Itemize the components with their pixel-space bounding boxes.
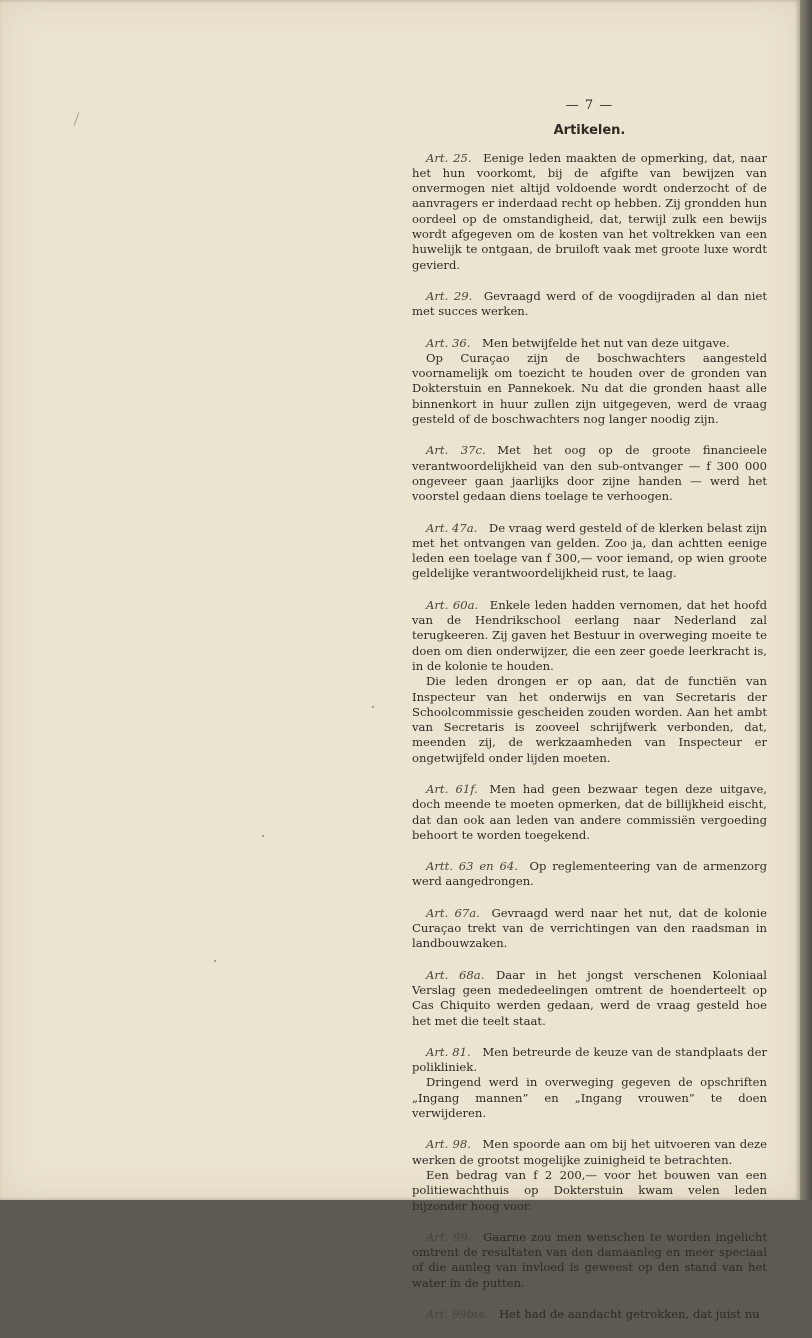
article-text: Gevraagd werd of de voogdijraden al dan niet met succes werken. xyxy=(412,288,767,319)
article-text: Eenige leden maakten de opmerking, dat, naar het hun voorkomt, bij de afgifte van bewijzen van onvermogen niet altijd voldoende wordt onderzocht of de aanvragers er inderdaad recht op hebben. Zij grondden hun oordeel op de omstandigheid, dat, terwijl zulk een bewijs wordt afgegeven om de kosten van het voltrekken van een huwelijk te ontgaan, de bruiloft vaak met groote luxe wordt gevierd. xyxy=(412,150,767,272)
article-reference: Art. 81. xyxy=(426,1044,471,1059)
article-text: Men had geen bezwaar tegen deze uitgave, doch meende te moeten opmerken, dat de billijkheid eischt, dat dan ook aan leden van andere commissiën vergoeding behoort te worden toegekend. xyxy=(412,781,767,842)
article-block xyxy=(412,906,767,952)
article-reference: Art. 99. xyxy=(426,1229,472,1244)
article-reference: Art. 29. xyxy=(426,288,473,303)
article-paragraph xyxy=(412,521,767,582)
article-text: Daar in het jongst verschenen Koloniaal Verslag geen mededeelingen omtrent de hoenderteelt op Cas Chiquito werden gedaan, werd de vraag gesteld hoe het met die teelt staat. xyxy=(412,967,767,1028)
article-text: Dringend werd in overweging gegeven de opschriften „Ingang mannen” en „Ingang vrouwen” te doen verwijderen. xyxy=(412,1075,767,1121)
article-paragraph xyxy=(412,1045,767,1076)
article-paragraph xyxy=(412,968,767,1029)
article-block xyxy=(412,1230,767,1291)
article-text: Op reglementeering van de armenzorg werd aangedrongen. xyxy=(412,859,767,889)
article-text: Het had de aandacht getrokken, dat juist nu xyxy=(499,1307,760,1321)
article-reference: Art. 98. xyxy=(426,1137,471,1152)
article-block xyxy=(412,1045,767,1121)
article-block xyxy=(412,782,767,843)
article-paragraph xyxy=(412,906,767,952)
article-text: Men betreurde de keuze van de standplaats der polikliniek. xyxy=(412,1044,767,1075)
article-paragraph xyxy=(412,151,767,273)
article-paragraph xyxy=(412,289,767,320)
paper-speck xyxy=(372,706,374,708)
article-block xyxy=(412,289,767,320)
article-paragraph xyxy=(412,443,767,504)
article-text: Men betwijfelde het nut van deze uitgave. xyxy=(481,335,730,350)
article-paragraph xyxy=(412,1230,767,1291)
article-text: Met het oog op de groote financieele verantwoordelijkheid van den sub-ontvanger — f 300 000 ongeveer gaan jaarlijks door zijne handen — werd het voorstel gedaan diens toelage te verhoogen. xyxy=(412,443,767,504)
article-block xyxy=(412,1137,767,1213)
article-text: Gaarne zou men wenschen te worden ingelicht omtrent de resultaten van den damaanleg en meer speciaal of die aanleg van invloed is geweest op den stand van het water in de putten. xyxy=(412,1229,767,1290)
article-reference: Art. 61f. xyxy=(426,781,478,796)
paper-mark xyxy=(74,112,80,125)
section-heading: Artikelen. xyxy=(553,123,626,139)
articles-list xyxy=(412,151,767,1323)
article-paragraph xyxy=(412,598,767,674)
article-text: Op Curaçao zijn de boschwachters aangesteld voornamelijk om toezicht te houden over de gronden van Dokterstuin en Pannekoek. Nu dat die gronden haast alle binnenkort in huur zullen zijn uitgegeven, werd de vraag gesteld of de boschwachters nog langer noodig zijn. xyxy=(412,350,767,427)
article-reference: Artt. 63 en 64. xyxy=(426,859,518,874)
article-text: Men spoorde aan om bij het uitvoeren van deze werken de grootst mogelijke zuinigheid te betrachten. xyxy=(412,1137,767,1167)
article-text: Een bedrag van f 2 200,— voor het bouwen van een politiewachthuis op Dokterstuin kwam velen leden bijzonder hoog voor. xyxy=(412,1167,767,1213)
article-text: Enkele leden hadden vernomen, dat het hoofd van de Hendrikschool eerlang naar Nederland zal terugkeeren. Zij gaven het Bestuur in overweging moeite te doen om dien onderwijzer, die een zeer goede leerkracht is, in de kolonie te houden. xyxy=(412,597,767,673)
article-block xyxy=(412,151,767,273)
article-text: De vraag werd gesteld of de klerken belast zijn met het ontvangen van gelden. Zoo ja, dan achtten eenige leden een toelage van f 300,— voor iemand, op wien groote geldelijke verantwoordelijkheid rust, te laag. xyxy=(412,520,768,581)
article-paragraph xyxy=(412,336,767,351)
article-block xyxy=(412,1307,767,1322)
page-edge-shadow xyxy=(800,0,812,1200)
page-number: — 7 — xyxy=(565,98,614,113)
article-paragraph xyxy=(412,1307,767,1322)
article-reference: Art. 47a. xyxy=(426,520,478,535)
article-paragraph xyxy=(412,1137,767,1168)
article-reference: Art. 68a. xyxy=(426,967,485,982)
article-paragraph xyxy=(412,782,767,843)
article-paragraph xyxy=(412,859,767,890)
article-block xyxy=(412,968,767,1029)
article-block xyxy=(412,443,767,504)
article-reference: Art. 67a. xyxy=(426,905,480,920)
article-block xyxy=(412,336,767,428)
paper-speck xyxy=(262,835,264,837)
article-reference: Art. 37c. xyxy=(426,443,486,458)
article-reference: Art. 99bis. xyxy=(426,1307,488,1321)
article-text: Die leden drongen er op aan, dat de functiën van Inspecteur van het onderwijs en van Secretaris der Schoolcommissie gescheiden zouden worden. Aan het ambt van Secretaris is zooveel schrijfwerk verbonden, dat, meenden zij, de werkzaamheden van Inspecteur er ongetwijfeld onder lijden moeten. xyxy=(412,674,767,765)
article-paragraph xyxy=(412,1075,767,1121)
article-reference: Art. 25. xyxy=(426,150,472,165)
article-block xyxy=(412,521,767,582)
article-reference: Art. 60a. xyxy=(426,597,479,612)
paper-speck xyxy=(214,960,216,962)
article-paragraph xyxy=(412,674,767,766)
article-reference: Art. 36. xyxy=(426,335,471,350)
article-text: Gevraagd werd naar het nut, dat de kolonie Curaçao trekt van de verrichtingen van den raadsman in landbouwzaken. xyxy=(412,905,768,951)
text-column xyxy=(412,98,767,1338)
article-paragraph xyxy=(412,351,767,427)
article-block xyxy=(412,598,767,766)
article-block xyxy=(412,859,767,890)
article-paragraph xyxy=(412,1168,767,1214)
